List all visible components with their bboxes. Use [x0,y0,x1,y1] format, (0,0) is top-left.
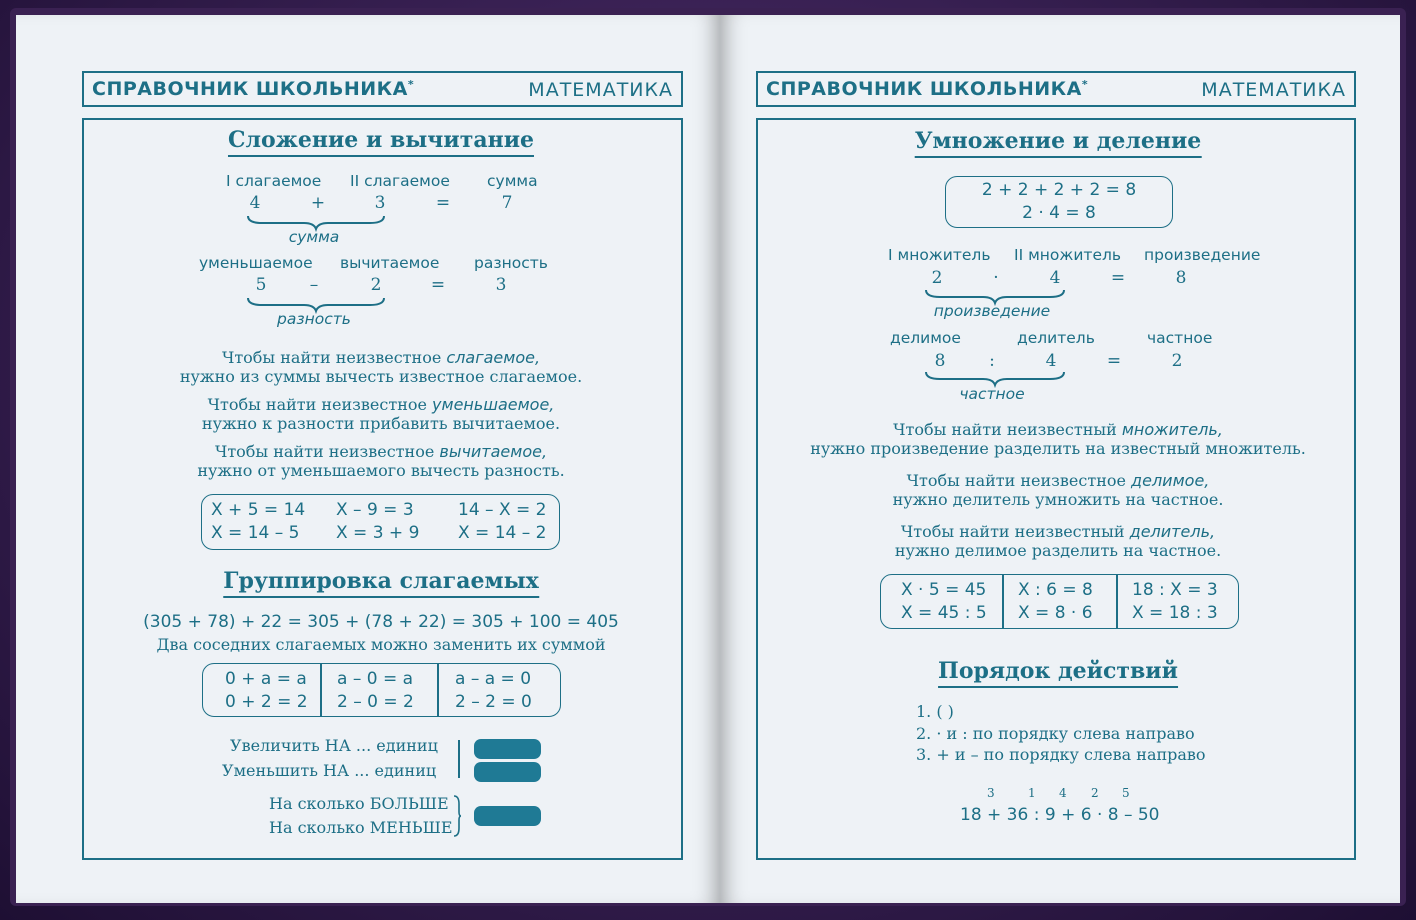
examples-divider-1 [1002,575,1004,628]
grouping-cell-1-1: 0 + a = a [225,669,307,689]
hint-more: На сколько БОЛЬШЕ [269,794,449,813]
value-difference: 3 [495,275,507,295]
label-product: произведение [1144,246,1261,264]
example-3-line-1: 14 – X = 2 [458,500,547,520]
label-factor-2: II множитель [1014,246,1122,264]
mult-example-1-line-2: X = 45 : 5 [901,603,987,623]
label-dividend: делимое [890,329,961,347]
value-sum: 7 [501,193,513,213]
hint-decrease: Уменьшить НА ... единиц [222,761,437,780]
header-subject: МАТЕМАТИКА [528,79,673,101]
grouping-table-divider-2 [437,664,439,716]
value-minus: – [309,275,319,295]
rule-unknown-subtrahend: Чтобы найти неизвестное вычитаемое, нужно от уменьшаемого вычесть разность. [197,442,565,480]
label-quotient: частное [1147,329,1213,347]
grouping-cell-1-2: 0 + 2 = 2 [225,692,308,712]
hint-compare-pill [474,806,541,826]
grouping-cell-2-1: a – 0 = a [337,669,414,689]
value-factor-2: 4 [1049,268,1061,288]
rule-unknown-addend: Чтобы найти неизвестное слагаемое, нужно из суммы вычесть известное слагаемое. [179,348,583,386]
label-sum: сумма [487,172,538,190]
grouping-caption: Два соседних слагаемых можно заменить их суммой [156,635,606,654]
brace-label-sum: сумма [288,228,340,246]
label-factor-1: I множитель [888,246,991,264]
value-addend-2: 3 [374,193,386,213]
value-equals-4: = [1106,351,1122,371]
hint-bracket-1 [458,740,460,778]
hint-bracket-2 [452,794,462,838]
right-page-header [756,71,1356,107]
step-number-3: 4 [1059,786,1067,800]
value-factor-1: 2 [931,268,943,288]
value-equals-3: = [1110,268,1126,288]
example-2-line-1: X – 9 = 3 [336,500,414,520]
example-1-line-1: X + 5 = 14 [211,500,306,520]
rule-unknown-divisor: Чтобы найти неизвестный делитель, нужно делимое разделить на частное. [894,522,1222,560]
rule-unknown-minuend: Чтобы найти неизвестное уменьшаемое, нужно к разности прибавить вычитаемое. [201,395,561,433]
hint-increase: Увеличить НА ... единиц [230,736,438,755]
value-divisor: 4 [1045,351,1057,371]
example-3-line-2: X = 14 – 2 [458,523,547,543]
value-divide-sign: : [989,351,995,371]
mult-example-1-line-1: X · 5 = 45 [901,580,987,600]
heading-grouping: Группировка слагаемых [223,568,539,598]
step-number-5: 5 [1122,786,1130,800]
value-equals: = [435,193,451,213]
mult-example-2-line-1: X : 6 = 8 [1018,580,1093,600]
multiplication-line: 2 · 4 = 8 [1022,203,1096,223]
example-2-line-2: X = 3 + 9 [336,523,420,543]
value-multiply-sign: · [993,268,999,288]
value-plus: + [310,193,326,213]
grouping-table-divider-1 [320,664,322,716]
order-item-1: 1. ( ) [916,702,954,721]
example-1-line-2: X = 14 – 5 [211,523,300,543]
header-subject-right: МАТЕМАТИКА [1201,79,1346,101]
heading-order-of-operations: Порядок действий [938,658,1178,688]
order-expression: 18 + 36 : 9 + 6 · 8 – 50 [960,805,1160,825]
brace-label-product: произведение [933,302,1051,320]
value-dividend: 8 [934,351,946,371]
label-addend-2: II слагаемое [350,172,450,190]
mult-example-3-line-1: 18 : X = 3 [1132,580,1218,600]
label-minuend: уменьшаемое [199,254,313,272]
grouping-cell-3-2: 2 – 2 = 0 [455,692,532,712]
value-addend-1: 4 [249,193,261,213]
hint-less: На сколько МЕНЬШЕ [269,818,453,837]
label-divisor: делитель [1017,329,1095,347]
value-minuend: 5 [255,275,267,295]
hint-increase-pill [474,739,541,759]
step-number-2: 1 [1028,786,1036,800]
rule-unknown-dividend: Чтобы найти неизвестное делимое, нужно делитель умножить на частное. [892,471,1224,509]
grouping-cell-2-2: 2 – 0 = 2 [337,692,414,712]
header-title: СПРАВОЧНИК ШКОЛЬНИКА* [92,78,415,100]
value-equals-2: = [430,275,446,295]
header-title-right: СПРАВОЧНИК ШКОЛЬНИКА* [766,78,1089,100]
heading-multiplication-division: Умножение и деление [915,128,1202,158]
brace-label-quotient: частное [959,385,1025,403]
order-item-2: 2. · и : по порядку слева направо [916,724,1195,743]
label-addend-1: I слагаемое [226,172,322,190]
rule-unknown-factor: Чтобы найти неизвестный множитель, нужно произведение разделить на известный множитель. [810,420,1306,458]
examples-divider-2 [1116,575,1118,628]
heading-addition-subtraction: Сложение и вычитание [228,127,534,157]
mult-example-2-line-2: X = 8 · 6 [1018,603,1093,623]
hint-decrease-pill [474,762,541,782]
brace-label-difference: разность [277,310,351,328]
repeated-addition-line: 2 + 2 + 2 + 2 = 8 [981,180,1137,200]
value-quotient: 2 [1171,351,1183,371]
mult-example-3-line-2: X = 18 : 3 [1132,603,1218,623]
value-subtrahend: 2 [370,275,382,295]
order-item-3: 3. + и – по порядку слева направо [916,745,1206,764]
label-difference: разность [474,254,548,272]
step-number-1: 3 [987,786,995,800]
left-page-header [82,71,683,107]
value-product: 8 [1175,268,1187,288]
grouping-cell-3-1: a – a = 0 [455,669,532,689]
grouping-formula: (305 + 78) + 22 = 305 + (78 + 22) = 305 + 100 = 405 [143,612,619,632]
step-number-4: 2 [1091,786,1099,800]
brace-quotient [924,370,1066,386]
label-subtrahend: вычитаемое [340,254,440,272]
